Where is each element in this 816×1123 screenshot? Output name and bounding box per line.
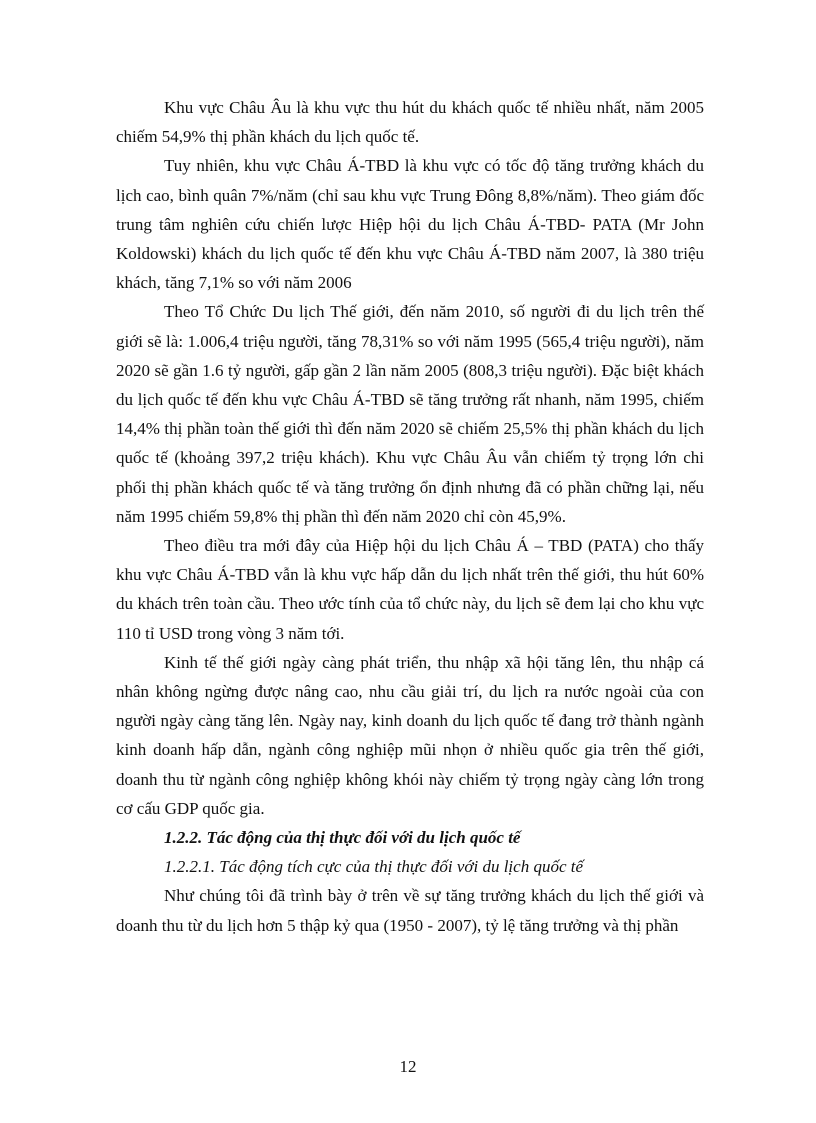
paragraph-pata-survey: Theo điều tra mới đây của Hiệp hội du lịch Châu Á – TBD (PATA) cho thấy khu vực Châu Á-TBD vẫn là khu vực hấp dẫn du lịch nhất trên thế giới, thu hút 60% du khách trên toàn cầu. Theo ước tính của tổ chức này, du lịch sẽ đem lại cho khu vực 110 tỉ USD trong vòng 3 năm tới.: [116, 536, 704, 643]
subsection-heading: 1.2.2.1. Tác động tích cực của thị thực đối với du lịch quốc tế: [164, 857, 584, 877]
page-body: [116, 93, 704, 940]
paragraph-europe-share: Khu vực Châu Âu là khu vực thu hút du khách quốc tế nhiều nhất, năm 2005 chiếm 54,9% thị phần khách du lịch quốc tế.: [116, 98, 704, 147]
paragraph-world-tourism-forecast: Theo Tổ Chức Du lịch Thế giới, đến năm 2010, số người đi du lịch trên thế giới sẽ là: 1.006,4 triệu người, tăng 78,31% so với năm 1995 (565,4 triệu người), năm 2020 sẽ gần 1.6 tỷ người, gấp gần 2 lần năm 2005 (808,3 triệu người). Đặc biệt khách du lịch quốc tế đến khu vực Châu Á-TBD sẽ tăng trưởng rất nhanh, năm 1995, chiếm 14,4% thị phần toàn thế giới thì đến năm 2020 sẽ chiếm 25,5% thị phần khách du lịch quốc tế (khoảng 397,2 triệu khách). Khu vực Châu Âu vẫn chiếm tỷ trọng lớn chi phối thị phần khách quốc tế và tăng trưởng ổn định nhưng đã có phần chững lại, nếu năm 1995 chiếm 59,8% thị phần thì đến năm 2020 chỉ còn 45,9%.: [116, 302, 704, 526]
paragraph-world-economy: Kinh tế thế giới ngày càng phát triển, thu nhập xã hội tăng lên, thu nhập cá nhân không ngừng được nâng cao, nhu cầu giải trí, du lịch ra nước ngoài của con người ngày càng tăng lên. Ngày nay, kinh doanh du lịch quốc tế đang trở thành ngành kinh doanh hấp dẫn, ngành công nghiệp mũi nhọn ở nhiều quốc gia trên thế giới, doanh thu từ ngành công nghiệp không khói này chiếm tỷ trọng ngày càng lớn trong cơ cấu GDP quốc gia.: [116, 652, 704, 818]
page-number: 12: [399, 1057, 417, 1076]
paragraph-visa-impact: Như chúng tôi đã trình bày ở trên về sự tăng trưởng khách du lịch thế giới và doanh thu từ du lịch hơn 5 thập kỷ qua (1950 - 2007), tỷ lệ tăng trưởng và thị phần: [116, 886, 704, 935]
paragraph-asia-pacific-growth: Tuy nhiên, khu vực Châu Á-TBD là khu vực có tốc độ tăng trưởng khách du lịch cao, bình quân 7%/năm (chỉ sau khu vực Trung Đông 8,8%/năm). Theo giám đốc trung tâm nghiên cứu chiến lược Hiệp hội du lịch Châu Á-TBD- PATA (Mr John Koldowski) khách du lịch quốc tế đến khu vực Châu Á-TBD năm 2007, là 380 triệu khách, tăng 7,1% so với năm 2006: [116, 156, 704, 293]
section-heading: 1.2.2. Tác động của thị thực đối với du lịch quốc tế: [164, 828, 521, 848]
